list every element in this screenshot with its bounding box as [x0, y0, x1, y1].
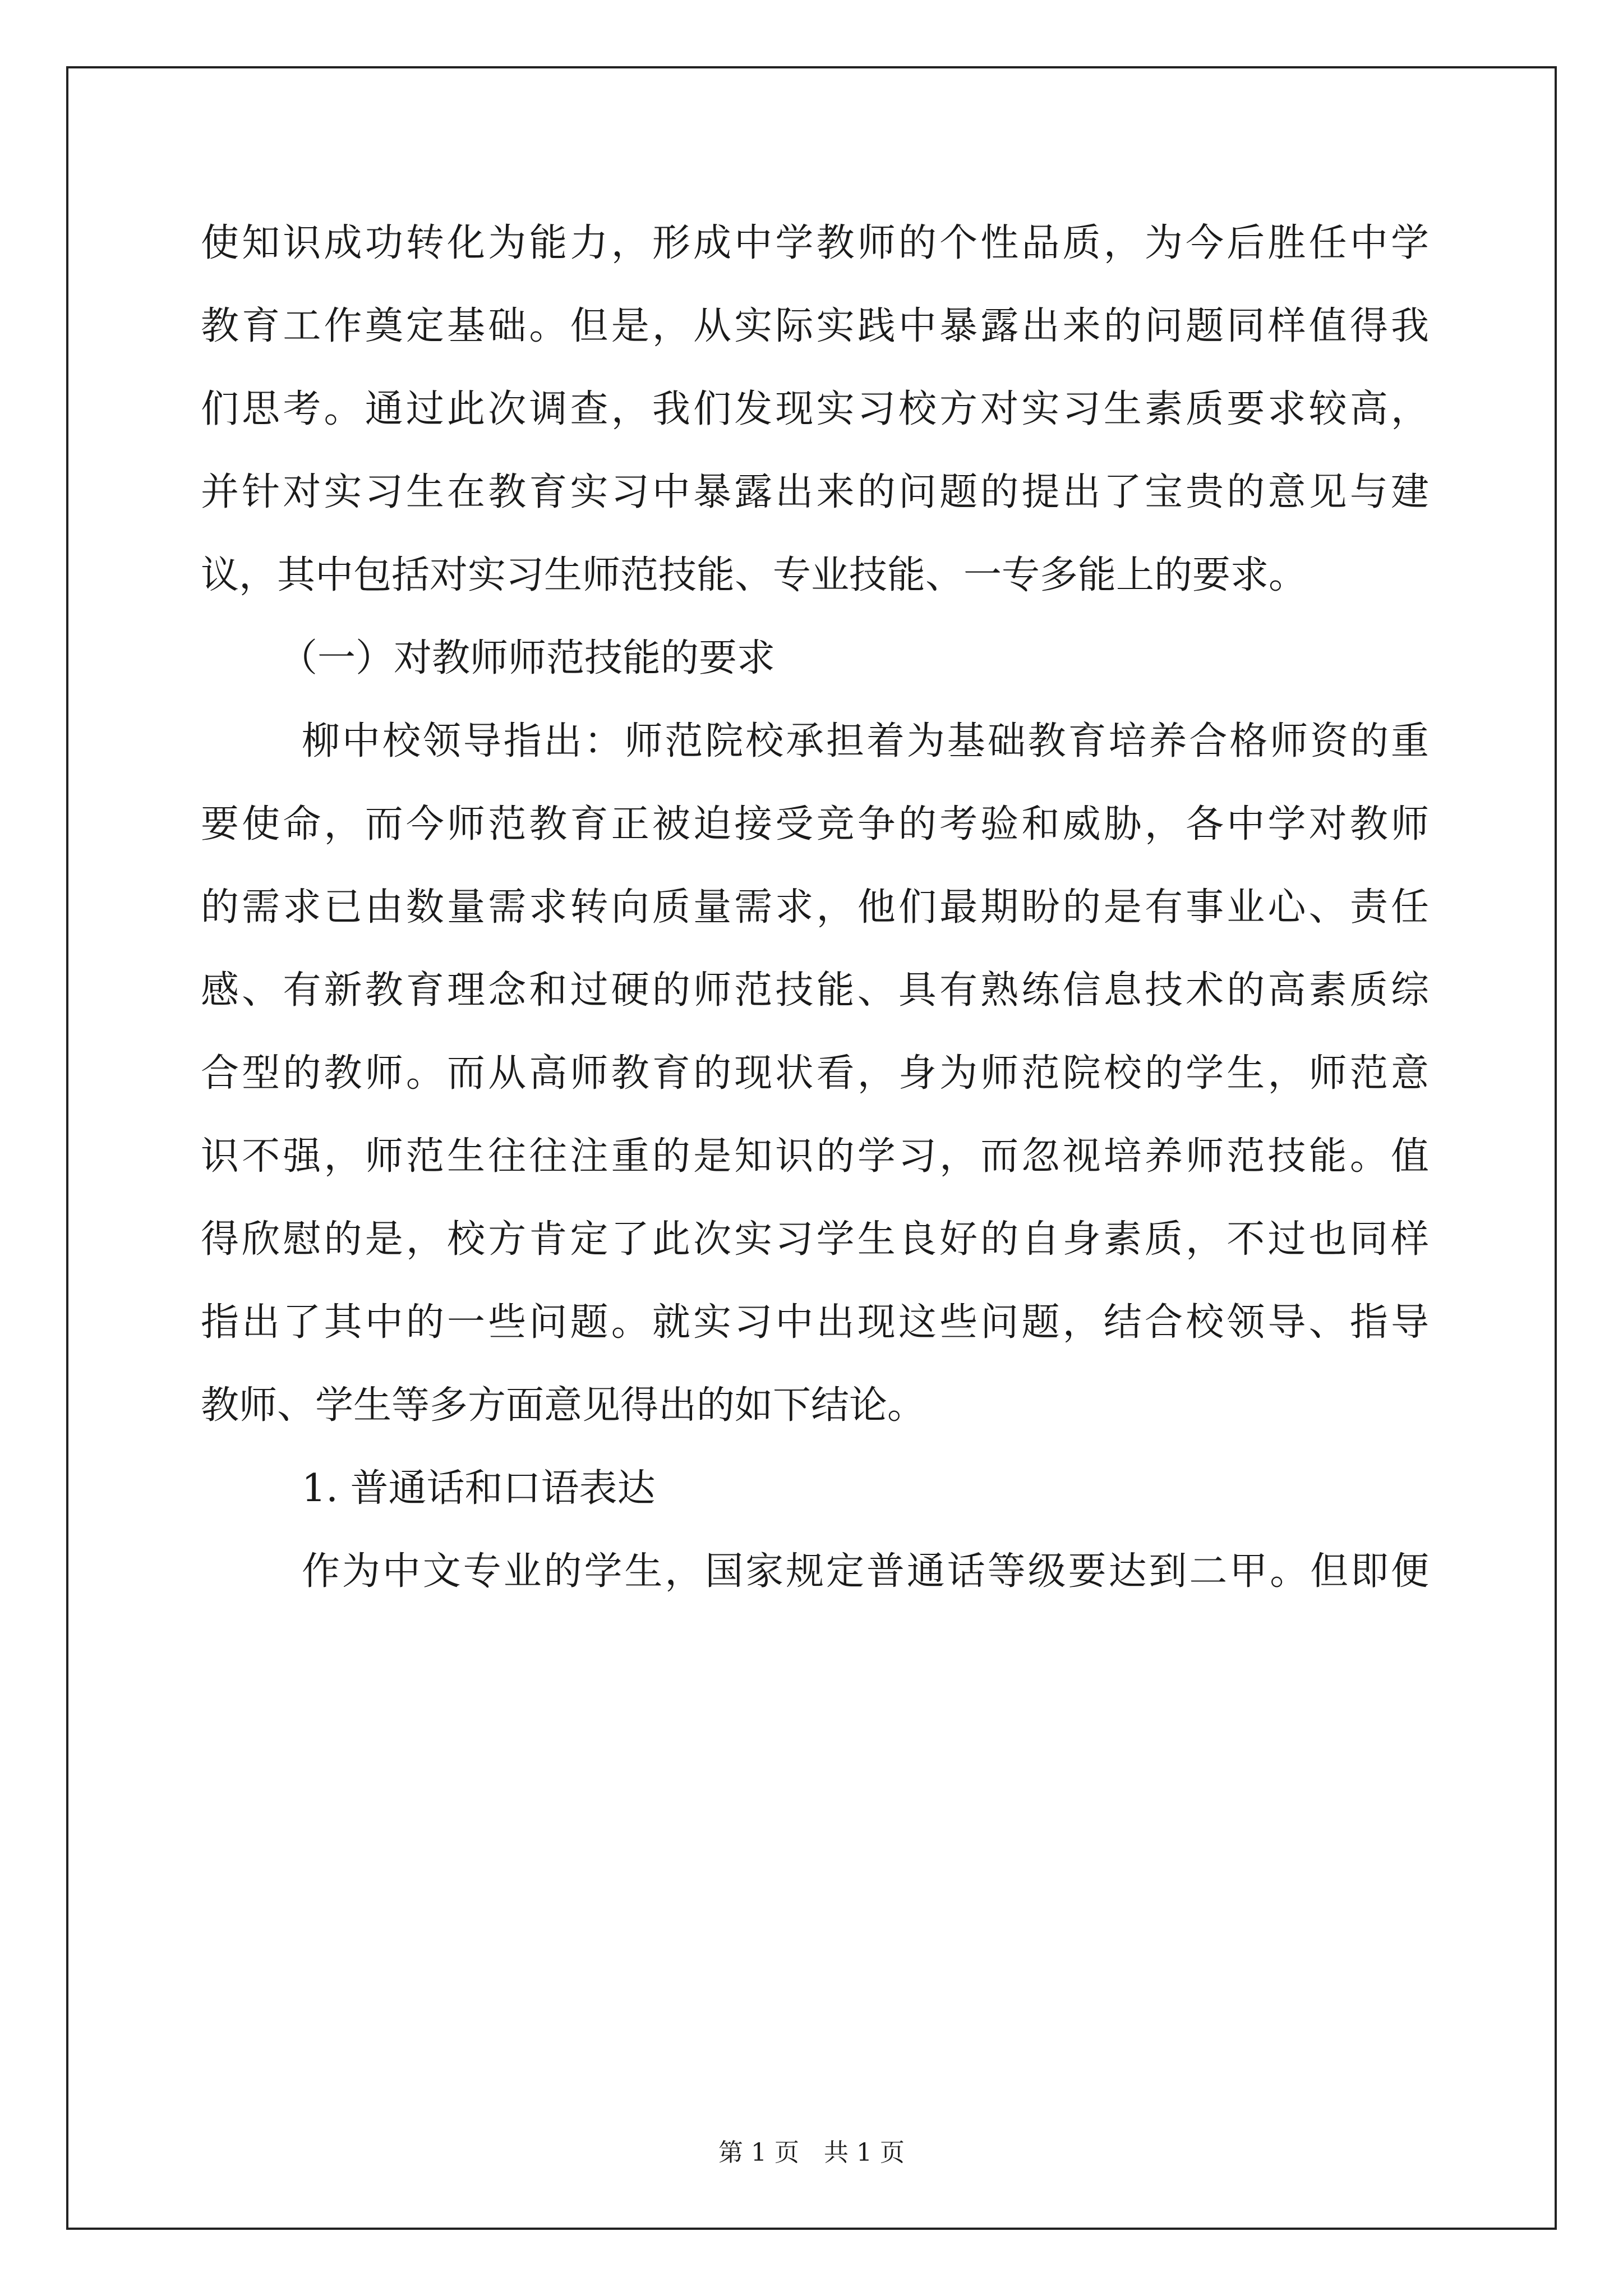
body-line: 感、有新教育理念和过硬的师范技能、具有熟练信息技术的高素质综	[201, 968, 1429, 1013]
body-line: 教育工作奠定基础。但是，从实际实践中暴露出来的问题同样值得我	[201, 304, 1429, 348]
body-line: 柳中校领导指出：师范院校承担着为基础教育培养合格师资的重	[302, 719, 1429, 763]
body-line: 并针对实习生在教育实习中暴露出来的问题的提出了宝贵的意见与建	[201, 470, 1429, 514]
body-line: 教师、学生等多方面意见得出的如下结论。	[201, 1383, 926, 1428]
body-line: 的需求已由数量需求转向质量需求，他们最期盼的是有事业心、责任	[201, 885, 1429, 930]
body-line: 要使命，而今师范教育正被迫接受竞争的考验和威胁，各中学对教师	[201, 802, 1429, 846]
section-heading: （一）对教师师范技能的要求	[279, 636, 776, 680]
subsection-heading: 1. 普通话和口语表达	[302, 1466, 656, 1511]
body-line: 合型的教师。而从高师教育的现状看，身为师范院校的学生，师范意	[201, 1051, 1429, 1096]
body-line: 指出了其中的一些问题。就实习中出现这些问题，结合校领导、指导	[201, 1300, 1429, 1345]
body-line: 议，其中包括对实习生师范技能、专业技能、一专多能上的要求。	[201, 553, 1307, 597]
body-line: 识不强，师范生往往注重的是知识的学习，而忽视培养师范技能。值	[201, 1134, 1429, 1179]
body-line: 得欣慰的是，校方肯定了此次实习学生良好的自身素质，不过也同样	[201, 1217, 1429, 1262]
body-line: 们思考。通过此次调查，我们发现实习校方对实习生素质要求较高，	[201, 387, 1429, 431]
page-number: 第 1 页 共 1 页	[718, 2138, 905, 2167]
body-line: 作为中文专业的学生，国家规定普通话等级要达到二甲。但即便	[302, 1549, 1429, 1594]
body-line: 使知识成功转化为能力，形成中学教师的个性品质，为今后胜任中学	[201, 221, 1429, 265]
